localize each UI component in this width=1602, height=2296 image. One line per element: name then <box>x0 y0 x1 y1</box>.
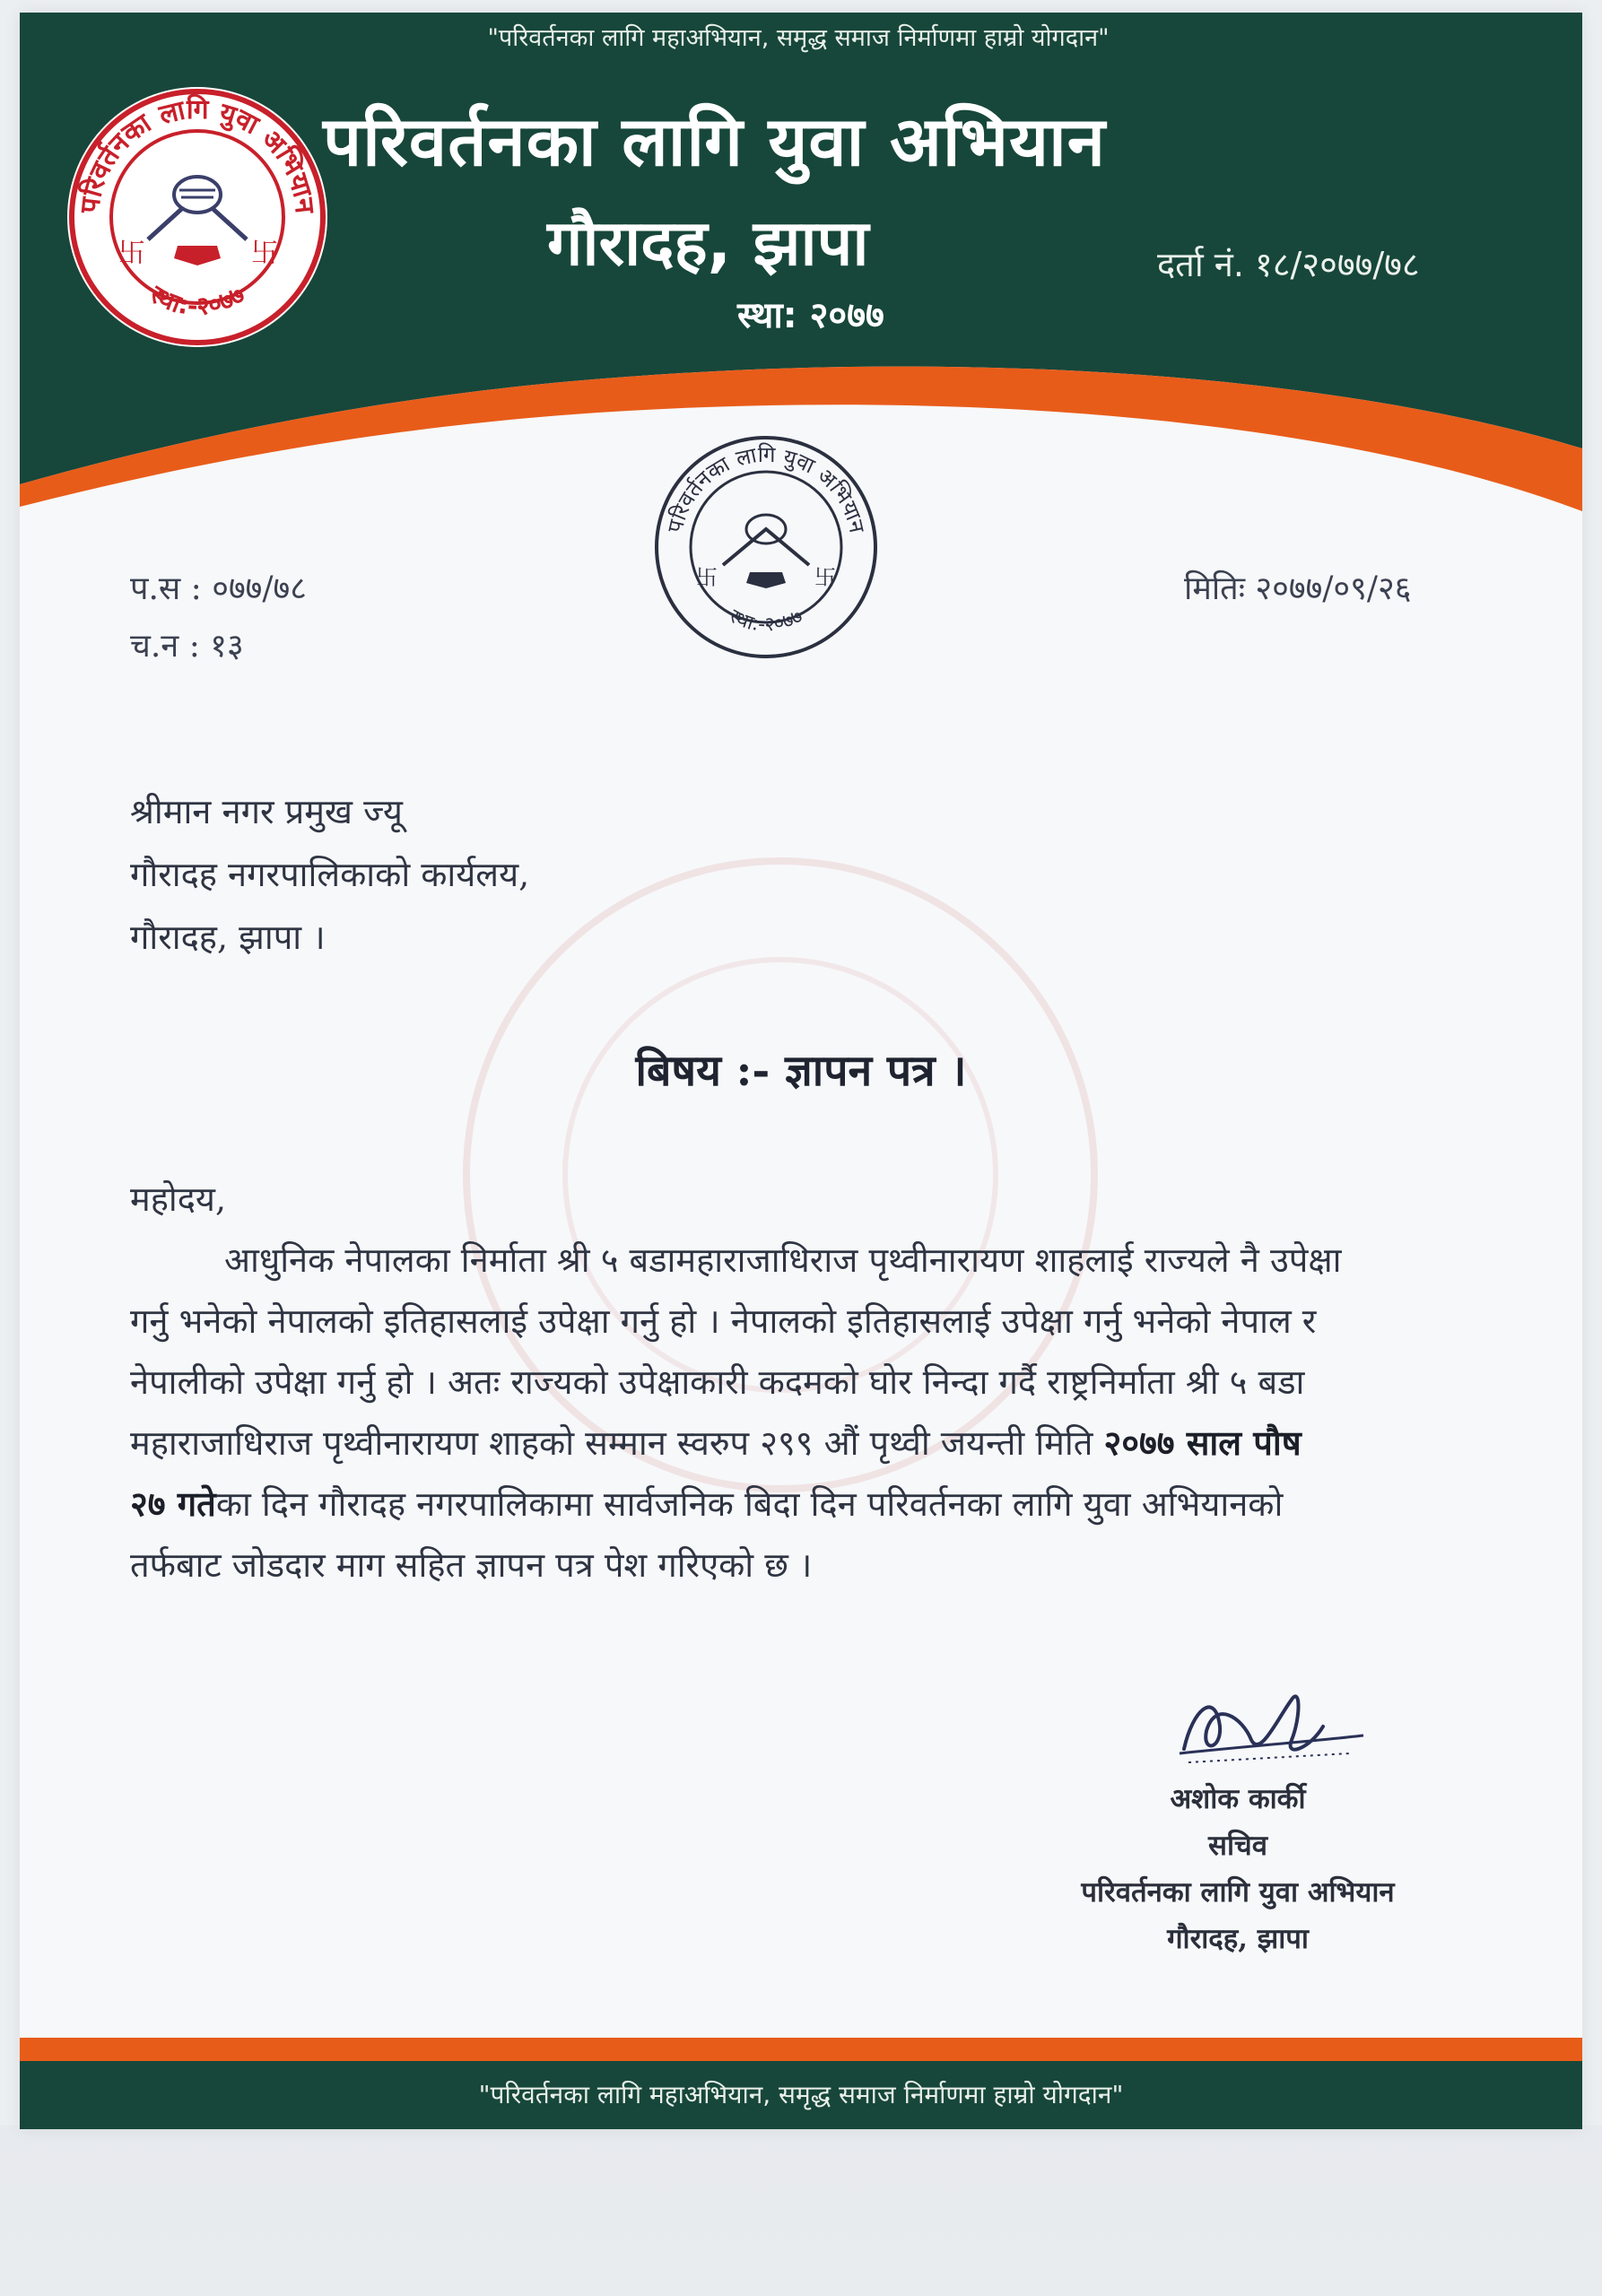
header-tagline: "परिवर्तनका लागि महाअभियान, समृद्ध समाज निर्माणमा हाम्रो योगदान" <box>487 24 1110 52</box>
body-line-4-text: महाराजाधिराज पृथ्वीनारायण शाहको सम्मान स्वरुप २९९ औं पृथ्वी जयन्ती मिति <box>130 1423 1104 1463</box>
signatory-position: सचिव <box>1208 1830 1267 1862</box>
signatory-organization: परिवर्तनका लागि युवा अभियान <box>1081 1876 1395 1909</box>
recipient-line-1: श्रीमान नगर प्रमुख ज्यू <box>130 792 403 831</box>
organization-place: गौरादह, झापा <box>547 206 869 280</box>
salutation: महोदय, <box>130 1179 227 1219</box>
body-line-2: गर्नु भनेको नेपालको इतिहासलाई उपेक्षा गर्नु हो । नेपालको इतिहासलाई उपेक्षा गर्नु भनेको नेपाल र <box>130 1301 1317 1341</box>
svg-text:卐: 卐 <box>118 238 145 269</box>
svg-text:卐: 卐 <box>251 238 278 269</box>
body-line-1: आधुनिक नेपालका निर्माता श्री ५ बडामहाराजाधिराज पृथ्वीनारायण शाहलाई राज्यले नै उपेक्षा <box>224 1240 1342 1280</box>
background-shadow <box>0 2126 1602 2296</box>
registration-number: दर्ता नं. १८/२०७७/७८ <box>1157 245 1420 284</box>
svg-text:स्था:-२०७७: स्था:-२०७७ <box>725 604 807 637</box>
signatory-name: अशोक कार्की <box>1170 1783 1306 1815</box>
body-line-4-date: २०७७ साल पौष <box>1103 1422 1302 1463</box>
svg-text:卐: 卐 <box>814 565 836 590</box>
svg-text:卐: 卐 <box>696 565 718 590</box>
body-line-6: तर्फबाट जोडदार माग सहित ज्ञापन पत्र पेश गरिएको छ । <box>130 1545 813 1585</box>
footer-orange-stripe <box>20 2038 1582 2061</box>
signatory-place: गौरादह, झापा <box>1167 1923 1309 1955</box>
watermark-seal <box>440 834 1121 1516</box>
body-line-5-date: २७ गते <box>130 1483 216 1524</box>
handwritten-signature <box>1166 1664 1399 1780</box>
svg-text:परिवर्तनका लागि युवा अभियान: परिवर्तनका लागि युवा अभियान <box>662 441 870 535</box>
recipient-line-3: गौरादह, झापा । <box>130 918 326 957</box>
established-year: स्था: २०७७ <box>737 295 884 336</box>
recipient-line-2: गौरादह नगरपालिकाको कार्यलय, <box>130 855 530 894</box>
svg-text:स्था:-२०७७: स्था:-२०७७ <box>144 279 250 322</box>
organization-logo <box>63 83 332 352</box>
letter-date: मितिः २०७७/०९/२६ <box>1184 570 1412 607</box>
body-line-3: नेपालीको उपेक्षा गर्नु हो । अतः राज्यको उपेक्षाकारी कदमको घोर निन्दा गर्दै राष्ट्रनिर्माता श्री ५ बडा <box>130 1362 1305 1402</box>
organization-stamp <box>649 430 883 664</box>
letter-subject: बिषय :- ज्ञापन पत्र । <box>635 1046 967 1096</box>
body-line-5-text: का दिन गौरादह नगरपालिकामा सार्वजनिक बिदा दिन परिवर्तनका लागि युवा अभियानको <box>215 1484 1284 1524</box>
organization-name: परिवर्तनका लागि युवा अभियान <box>323 101 1106 181</box>
body-line-4 <box>130 1419 1302 1465</box>
dispatch-number: च.न : १३ <box>130 628 244 665</box>
svg-text:परिवर्तनका लागि युवा अभियान: परिवर्तनका लागि युवा अभियान <box>74 94 321 215</box>
footer-tagline: "परिवर्तनका लागि महाअभियान, समृद्ध समाज निर्माणमा हाम्रो योगदान" <box>478 2080 1124 2109</box>
body-line-5 <box>130 1480 1283 1526</box>
fiscal-year-ref: प.स : ०७७/७८ <box>130 570 307 607</box>
signature-block <box>1014 1776 1462 1962</box>
